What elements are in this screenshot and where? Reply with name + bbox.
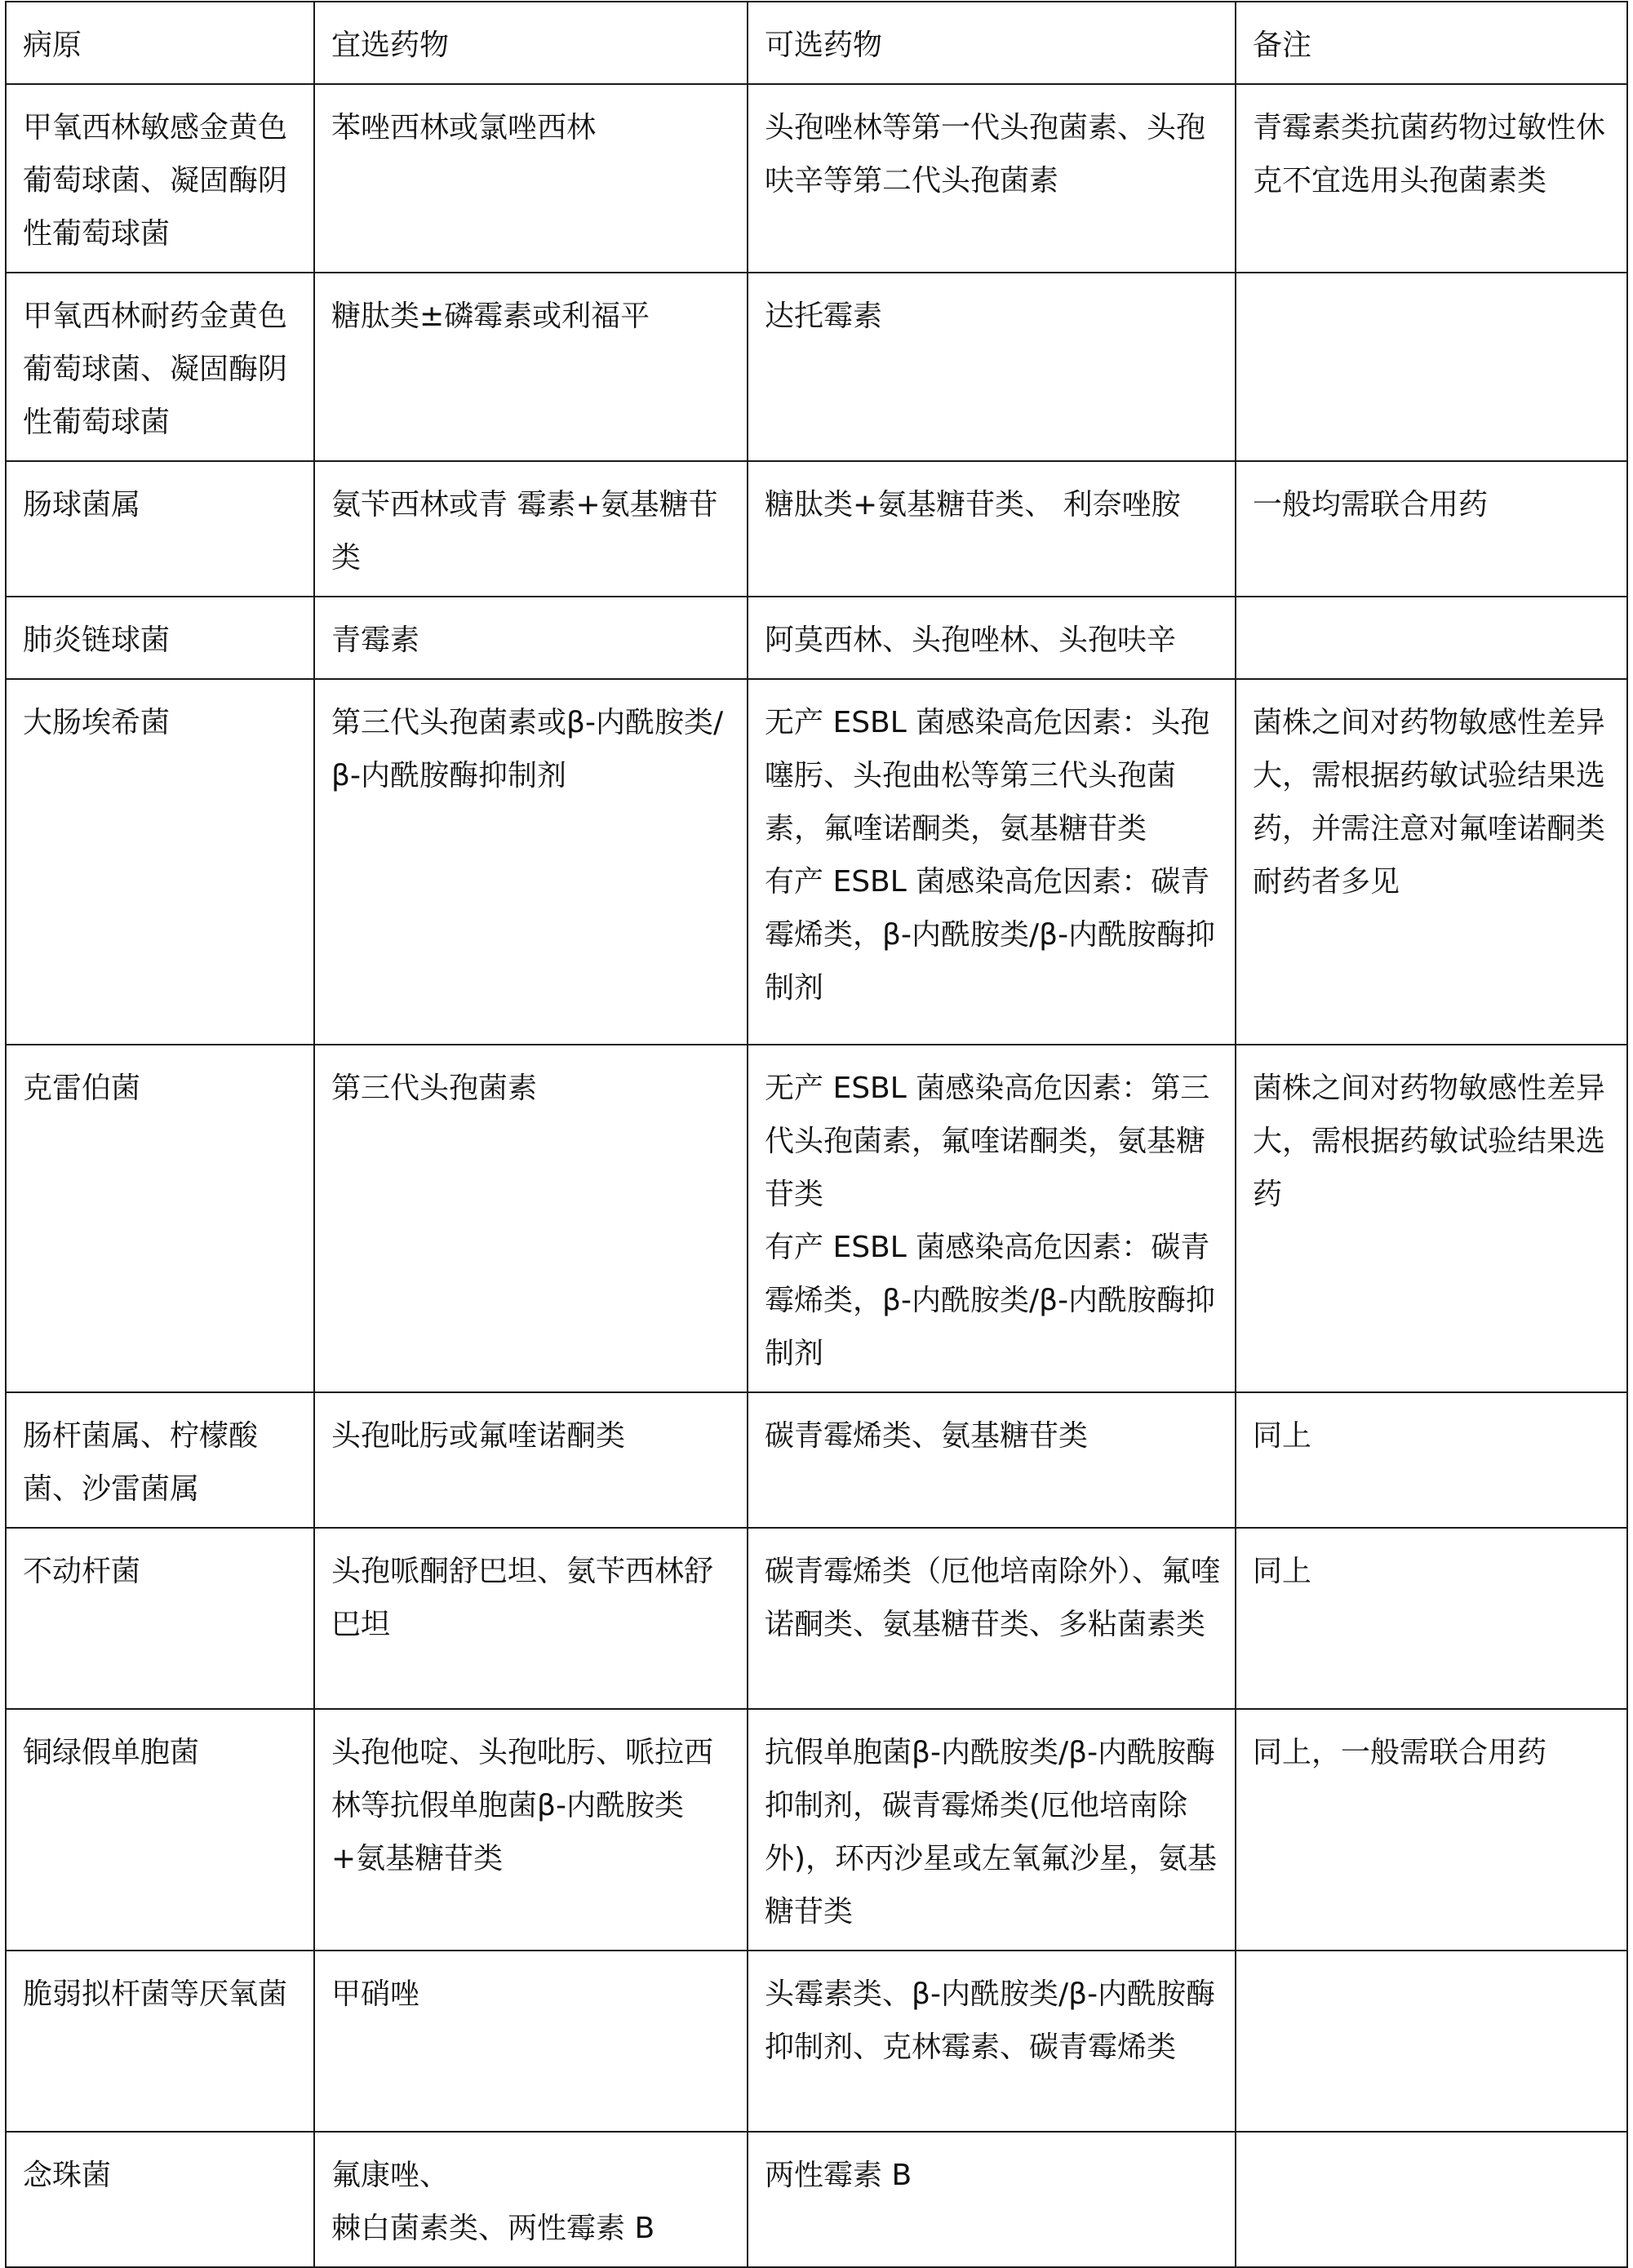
header-cell-notes: 备注 <box>1236 2 1627 84</box>
table-row <box>6 597 1627 679</box>
table-row <box>6 273 1627 461</box>
notes-cell: 一般均需联合用药 <box>1236 461 1627 597</box>
notes-cell: 同上 <box>1236 1392 1627 1528</box>
pathogen-cell: 大肠埃希菌 <box>6 679 314 1045</box>
pathogen-cell: 不动杆菌 <box>6 1528 314 1709</box>
preferred-drug-cell: 氟康唑、 棘白菌素类、两性霉素 B <box>314 2132 748 2267</box>
alternative-drug-cell: 抗假单胞菌β-内酰胺类/β-内酰胺酶抑制剂，碳青霉烯类(厄他培南除外)，环丙沙星或左氧氟沙星，氨基糖苷类 <box>748 1709 1236 1951</box>
alternative-drug-cell: 两性霉素 B <box>748 2132 1236 2267</box>
table-row <box>6 84 1627 273</box>
preferred-drug-cell: 氨苄西林或青 霉素+氨基糖苷类 <box>314 461 748 597</box>
alternative-drug-cell: 达托霉素 <box>748 273 1236 461</box>
notes-cell: 同上，一般需联合用药 <box>1236 1709 1627 1951</box>
pathogen-cell: 铜绿假单胞菌 <box>6 1709 314 1951</box>
notes-cell <box>1236 2132 1627 2267</box>
pathogen-cell: 肠球菌属 <box>6 461 314 597</box>
preferred-drug-cell: 第三代头孢菌素或β-内酰胺类/β-内酰胺酶抑制剂 <box>314 679 748 1045</box>
pathogen-cell: 甲氧西林敏感金黄色葡萄球菌、凝固酶阴性葡萄球菌 <box>6 84 314 273</box>
alternative-drug-cell: 头霉素类、β-内酰胺类/β-内酰胺酶抑制剂、克林霉素、碳青霉烯类 <box>748 1951 1236 2132</box>
preferred-drug-cell: 青霉素 <box>314 597 748 679</box>
preferred-drug-cell: 头孢他啶、头孢吡肟、哌拉西林等抗假单胞菌β-内酰胺类+氨基糖苷类 <box>314 1709 748 1951</box>
notes-cell: 青霉素类抗菌药物过敏性休克不宜选用头孢菌素类 <box>1236 84 1627 273</box>
alternative-drug-cell: 无产 ESBL 菌感染高危因素：第三代头孢菌素，氟喹诺酮类，氨基糖苷类 有产 ESBL 菌感染高危因素：碳青霉烯类，β-内酰胺类/β-内酰胺酶抑制剂 <box>748 1045 1236 1392</box>
preferred-drug-cell: 苯唑西林或氯唑西林 <box>314 84 748 273</box>
alternative-drug-cell: 碳青霉烯类（厄他培南除外）、氟喹诺酮类、氨基糖苷类、多粘菌素类 <box>748 1528 1236 1709</box>
alternative-drug-cell: 碳青霉烯类、氨基糖苷类 <box>748 1392 1236 1528</box>
alternative-drug-cell: 头孢唑林等第一代头孢菌素、头孢呋辛等第二代头孢菌素 <box>748 84 1236 273</box>
notes-cell <box>1236 597 1627 679</box>
table-row <box>6 1528 1627 1709</box>
pathogen-cell: 肠杆菌属、柠檬酸菌、沙雷菌属 <box>6 1392 314 1528</box>
table-row <box>6 2132 1627 2267</box>
header-cell-alternative: 可选药物 <box>748 2 1236 84</box>
table-row <box>6 461 1627 597</box>
table-row <box>6 1709 1627 1951</box>
table-row <box>6 1951 1627 2132</box>
pathogen-cell: 甲氧西林耐药金黄色葡萄球菌、凝固酶阴性葡萄球菌 <box>6 273 314 461</box>
pathogen-cell: 肺炎链球菌 <box>6 597 314 679</box>
notes-cell: 菌株之间对药物敏感性差异大，需根据药敏试验结果选药，并需注意对氟喹诺酮类耐药者多见 <box>1236 679 1627 1045</box>
notes-cell: 同上 <box>1236 1528 1627 1709</box>
alternative-drug-cell: 无产 ESBL 菌感染高危因素：头孢噻肟、头孢曲松等第三代头孢菌素，氟喹诺酮类，氨基糖苷类 有产 ESBL 菌感染高危因素：碳青霉烯类，β-内酰胺类/β-内酰胺酶抑制剂 <box>748 679 1236 1045</box>
antibiotic-table <box>5 1 1628 2268</box>
alternative-drug-cell: 糖肽类+氨基糖苷类、 利奈唑胺 <box>748 461 1236 597</box>
pathogen-cell: 念珠菌 <box>6 2132 314 2267</box>
preferred-drug-cell: 甲硝唑 <box>314 1951 748 2132</box>
pathogen-cell: 克雷伯菌 <box>6 1045 314 1392</box>
preferred-drug-cell: 头孢吡肟或氟喹诺酮类 <box>314 1392 748 1528</box>
pathogen-cell: 脆弱拟杆菌等厌氧菌 <box>6 1951 314 2132</box>
preferred-drug-cell: 糖肽类±磷霉素或利福平 <box>314 273 748 461</box>
notes-cell <box>1236 273 1627 461</box>
alternative-drug-cell: 阿莫西林、头孢唑林、头孢呋辛 <box>748 597 1236 679</box>
header-row <box>6 2 1627 84</box>
table-row <box>6 1392 1627 1528</box>
preferred-drug-cell: 头孢哌酮舒巴坦、氨苄西林舒巴坦 <box>314 1528 748 1709</box>
notes-cell <box>1236 1951 1627 2132</box>
header-cell-preferred: 宜选药物 <box>314 2 748 84</box>
header-cell-pathogen: 病原 <box>6 2 314 84</box>
preferred-drug-cell: 第三代头孢菌素 <box>314 1045 748 1392</box>
table-row <box>6 1045 1627 1392</box>
notes-cell: 菌株之间对药物敏感性差异大，需根据药敏试验结果选药 <box>1236 1045 1627 1392</box>
table-row <box>6 679 1627 1045</box>
